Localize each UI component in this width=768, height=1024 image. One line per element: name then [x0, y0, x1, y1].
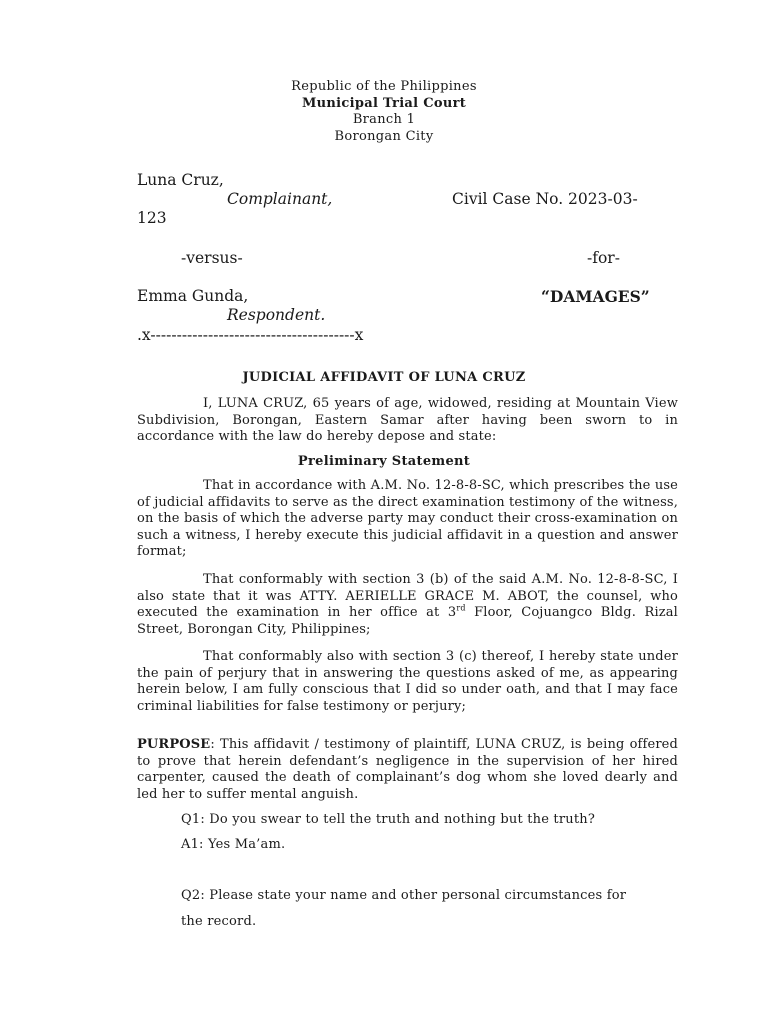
document-title: JUDICIAL AFFIDAVIT OF LUNA CRUZ [242, 370, 526, 385]
paragraph-2-text-cont: Floor, Cojuangco Bldg. Rizal Street, Borongan City, Philippines; [137, 605, 678, 637]
complainant-role: Complainant, [227, 190, 333, 208]
paragraph-3-text: That conformably also with section 3 (c) thereof, I hereby state under the pain of perjury that in answering the questions asked of me, as appearing herein below, I am fully conscious that I did so under oath, and that I may face criminal liabilities for false testimony or perjury; [137, 649, 678, 714]
versus-label: -versus- [181, 249, 243, 267]
city-line: Borongan City [334, 129, 434, 144]
purpose-label: PURPOSE [137, 737, 211, 752]
case-number: Civil Case No. 2023-03- [452, 190, 638, 208]
case-type: “DAMAGES” [541, 287, 650, 306]
answer-1: A1: Yes Ma’am. [181, 837, 286, 852]
republic-line: Republic of the Philippines [291, 79, 477, 94]
complainant-name: Luna Cruz, [137, 171, 224, 189]
question-2: Q2: Please state your name and other personal circumstances for [181, 888, 627, 903]
intro-paragraph [137, 396, 678, 446]
intro-text: I, LUNA CRUZ, 65 years of age, widowed, residing at Mountain View Subdivision, Borongan, Eastern Samar after having been sworn to in accordance with the law do hereby depose and state: [137, 396, 678, 444]
question-2-cont: the record. [181, 914, 257, 929]
paragraph-1-text: That in accordance with A.M. No. 12-8-8-SC, which prescribes the use of judicial affidavits to serve as the direct examination testimony of the witness, on the basis of which the adverse party may conduct their cross-examination on such a witness, I hereby execute this judicial affidavit in a question and answer format; [137, 478, 678, 559]
preliminary-heading: Preliminary Statement [297, 454, 471, 469]
court-name: Municipal Trial Court [301, 96, 467, 111]
ordinal-suffix: rd [456, 603, 466, 613]
paragraph-2-text: That conformably with section 3 (b) of the said A.M. No. 12-8-8-SC, I also state that it was ATTY. AERIELLE GRACE M. ABOT, the counsel, who executed the examination in her office at 3 [137, 572, 678, 620]
purpose-paragraph [137, 737, 678, 803]
question-1: Q1: Do you swear to tell the truth and nothing but the truth? [181, 812, 596, 827]
purpose-text: : This affidavit / testimony of plaintiff, LUNA CRUZ, is being offered to prove that herein defendant’s negligence in the supervision of her hired carpenter, caused the death of complainant’s dog whom she loved dearly and led her to suffer mental anguish. [137, 737, 678, 802]
paragraph-1 [137, 478, 678, 561]
paragraph-2 [137, 572, 678, 638]
branch-line: Branch 1 [352, 112, 416, 127]
case-number-cont: 123 [137, 209, 167, 227]
for-label: -for- [587, 249, 620, 267]
caption-separator: .x---------------------------------------x [137, 326, 364, 344]
paragraph-3 [137, 649, 678, 715]
respondent-name: Emma Gunda, [137, 287, 249, 305]
respondent-role: Respondent. [227, 306, 326, 324]
